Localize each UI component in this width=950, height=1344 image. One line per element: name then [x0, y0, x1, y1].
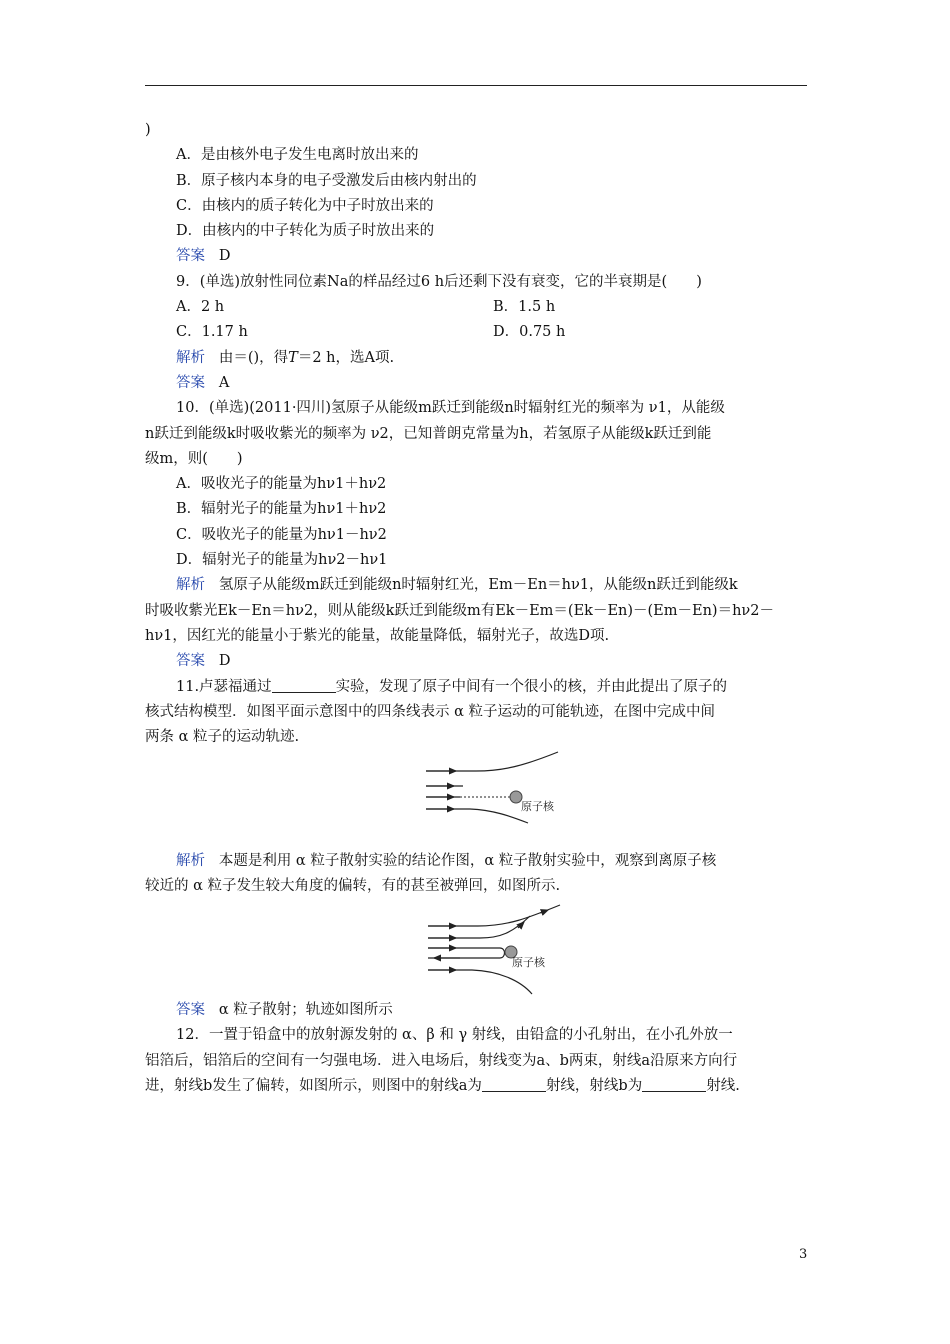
- q12-blank-a: [482, 1077, 546, 1092]
- q9-analysis-t: T: [288, 349, 298, 366]
- trajectory-top: [426, 752, 558, 771]
- q9-option-b: B．1.5 h: [493, 299, 556, 316]
- q9-options-row-2: [145, 320, 810, 345]
- answer-value: D: [218, 248, 231, 265]
- q10-analysis-line-1: [145, 573, 810, 598]
- q10-stem-line-1: 10．(单选)(2011·四川)氢原子从能级m跃迁到能级n时辐射红光的频率为 ν1，从能级: [176, 400, 725, 417]
- q12-text-a: 进，射线b发生了偏转，如图所示，则图中的射线a为: [145, 1077, 482, 1094]
- arrow-top-exit: [540, 910, 548, 913]
- trajectory-bottom: [426, 809, 528, 823]
- trajectory-bottom: [428, 970, 532, 994]
- q11-stem-line-3: 两条 α 粒子的运动轨迹.: [145, 729, 300, 746]
- answer-label: 答案: [176, 653, 205, 670]
- answer-label: 答案: [176, 374, 205, 391]
- q9-stem: 9．(单选)放射性同位素Na的样品经过6 h后还剩下没有衰变，它的半衰期是( ): [176, 273, 702, 290]
- document-body: [145, 118, 810, 750]
- q10-option-c: C．吸收光子的能量为hν1－hν2: [176, 526, 387, 543]
- q11-blank: [272, 678, 336, 693]
- q8-option-b: B．原子核内本身的电子受激发后由核内射出的: [176, 172, 477, 189]
- q11-analysis-line-2: 较近的 α 粒子发生较大角度的偏转，有的甚至被弹回，如图所示.: [145, 878, 561, 895]
- alpha-trajectory-figure-solution: [420, 900, 565, 996]
- nucleus-label: 原子核: [512, 956, 545, 969]
- q8-option-d: D．由核内的中子转化为质子时放出来的: [176, 223, 435, 240]
- answer-value: α 粒子散射；轨迹如图所示: [218, 1002, 393, 1018]
- q10-stem-line-2: n跃迁到能级k时吸收紫光的频率为 ν2，已知普朗克常量为h，若氢原子从能级k跃迁到能: [145, 425, 712, 442]
- q11-analysis-line-1: [145, 849, 810, 874]
- q10-analysis-text-1: 氢原子从能级m跃迁到能级n时辐射红光，Em－En＝hν1，从能级n跃迁到能级k: [218, 577, 738, 594]
- q9-analysis: [145, 346, 810, 371]
- q8-option-a: A．是由核外电子发生电离时放出来的: [176, 147, 419, 164]
- q10-stem-line-3: 级m，则( ): [145, 450, 243, 467]
- q9-options-row-1: [145, 295, 810, 320]
- q12-text-b: 射线，射线b为: [545, 1077, 643, 1094]
- analysis-label: 解析: [176, 577, 205, 594]
- q12-blank-b: [642, 1077, 706, 1092]
- analysis-label: 解析: [176, 349, 205, 366]
- q10-analysis-line-3: hν1，因红光的能量小于紫光的能量，故能量降低，辐射光子，故选D项.: [145, 627, 610, 644]
- answer-label: 答案: [176, 248, 205, 265]
- q12-stem-line-3: [145, 1074, 810, 1099]
- q11-answer-q12-block: [145, 998, 810, 1099]
- q9-analysis-text-b: ＝2 h，选A项.: [297, 349, 395, 366]
- q10-option-b: B．辐射光子的能量为hν1＋hν2: [176, 501, 387, 518]
- q9-option-d: D．0.75 h: [493, 324, 566, 341]
- q8-stem-continuation: ): [145, 122, 151, 138]
- trajectory-middle-deflected: [428, 916, 530, 938]
- q8-answer: [145, 244, 810, 269]
- q11-stem-text-a: 11.卢瑟福通过: [176, 678, 272, 695]
- answer-value: A: [218, 374, 230, 391]
- q9-option-a: A．2 h: [176, 299, 225, 316]
- trajectory-bounced-back: [428, 948, 505, 958]
- header-rule: [145, 85, 807, 86]
- q9-answer: [145, 371, 810, 396]
- q11-analysis-text-1: 本题是利用 α 粒子散射实验的结论作图，α 粒子散射实验中，观察到离原子核: [218, 853, 717, 869]
- q11-stem-line-1: [145, 675, 810, 700]
- q10-answer: [145, 649, 810, 674]
- q11-stem-text-b: 实验，发现了原子中间有一个很小的核，并由此提出了原子的: [335, 678, 728, 695]
- trajectory-top: [428, 905, 560, 926]
- q10-option-d: D．辐射光子的能量为hν2－hν1: [176, 552, 388, 569]
- alpha-trajectory-figure-question: [418, 744, 563, 824]
- q12-stem-line-2: 铝箔后，铝箔后的空间有一匀强电场．进入电场后，射线变为a、b两束，射线a沿原来方向行: [145, 1052, 738, 1069]
- q9-analysis-text-a: 由＝()，得: [218, 349, 289, 366]
- q12-text-c: 射线.: [706, 1077, 740, 1094]
- nucleus-label: 原子核: [521, 800, 554, 813]
- q10-option-a: A．吸收光子的能量为hν1＋hν2: [176, 476, 387, 493]
- answer-label: 答案: [176, 1002, 205, 1018]
- q9-option-c: C．1.17 h: [176, 324, 248, 341]
- q11-analysis-block: [145, 849, 810, 900]
- q11-answer: [145, 998, 810, 1023]
- q8-option-c: C．由核内的质子转化为中子时放出来的: [176, 197, 434, 214]
- analysis-label: 解析: [176, 853, 205, 869]
- q11-stem-line-2: 核式结构模型．如图平面示意图中的四条线表示 α 粒子运动的可能轨迹，在图中完成中间: [145, 703, 716, 720]
- q10-analysis-line-2: 时吸收紫光Ek－En＝hν2，则从能级k跃迁到能级m有Ek－Em＝(Ek－En)－(Em－En)＝hν2－: [145, 602, 774, 619]
- answer-value: D: [218, 653, 231, 670]
- q12-stem-line-1: 12．一置于铅盒中的放射源发射的 α、β 和 γ 射线，由铅盒的小孔射出，在小孔外放一: [176, 1027, 733, 1044]
- page-number: 3: [799, 1247, 808, 1262]
